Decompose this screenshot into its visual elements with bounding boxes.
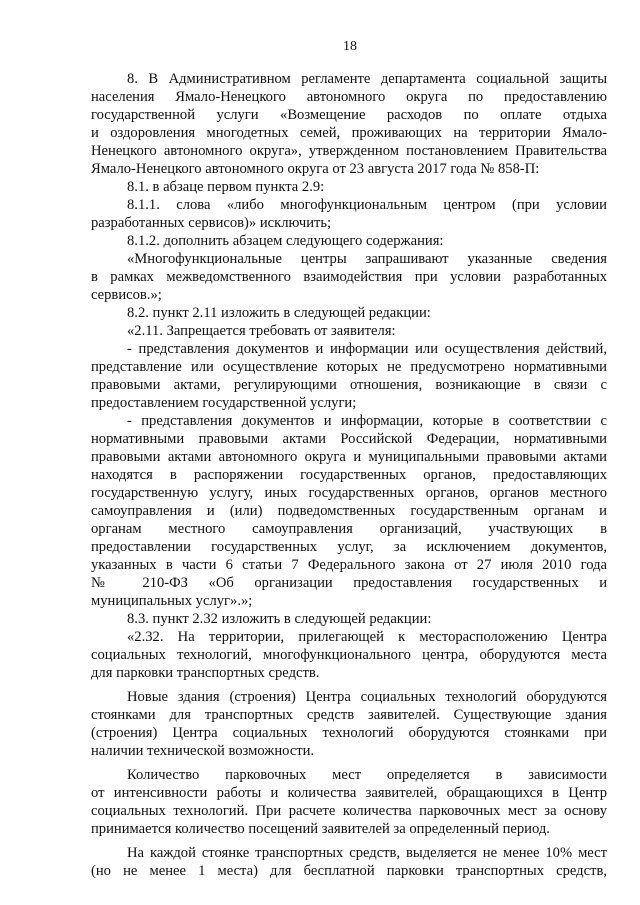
text-line: 8.2. пункт 2.11 изложить в следующей редакции: [127, 305, 431, 321]
page-number: 18 [343, 39, 357, 54]
text-line: правовыми актами, регулирующими отношения, возникающие в связи с [91, 377, 607, 393]
text-line: «Многофункциональные центры запрашивают указанные сведения [127, 251, 607, 267]
text-line: населения Ямало-Ненецкого автономного округа по предоставлению [91, 89, 607, 105]
text-line: Количество парковочных мест определяется в зависимости [127, 767, 607, 783]
text-line: Новые здания (строения) Центра социальных технологий оборудуются [127, 689, 607, 705]
text-line: (но не менее 1 места) для бесплатной парковки транспортных средств, [91, 863, 607, 879]
text-line: Ямало-Ненецкого автономного округа от 23 августа 2017 года № 858-П: [91, 161, 540, 177]
text-line: На каждой стоянке транспортных средств, выделяется не менее 10% мест [127, 845, 607, 861]
text-line: социальных технологий. При расчете количества парковочных мест за основу [91, 803, 607, 819]
text-line: 8.1.1. слова «либо многофункциональным центром (при условии [127, 197, 607, 213]
text-line: № 210-ФЗ «Об организации предоставления государственных и [91, 575, 607, 591]
text-line: 8.1.2. дополнить абзацем следующего содержания: [127, 233, 444, 249]
text-line: от интенсивности работы и количества заявителей, обращающихся в Центр [91, 785, 607, 801]
text-line: наличии технической возможности. [91, 743, 315, 759]
text-line: органам местного самоуправления организаций, участвующих в [91, 521, 607, 537]
text-line: принимается количество посещений заявителей за определенный период. [91, 821, 550, 837]
text-line: и оздоровления многодетных семей, проживающих на территории Ямало- [91, 125, 607, 141]
text-line: разработанных сервисов)» исключить; [91, 215, 332, 231]
text-line: для парковки транспортных средств. [91, 665, 320, 681]
text-line: «2.11. Запрещается требовать от заявителя: [127, 323, 396, 339]
text-line: самоуправления и (или) подведомственных государственным органам и [91, 503, 607, 519]
text-line: нормативными правовыми актами Российской Федерации, нормативными [91, 431, 607, 447]
text-line: сервисов.»; [91, 287, 162, 303]
text-line: 8. В Административном регламенте департамента социальной защиты [127, 71, 607, 87]
text-line: «2.32. На территории, прилегающей к месторасположению Центра [127, 629, 607, 645]
text-line: находятся в распоряжении государственных органов, предоставляющих [91, 467, 607, 483]
text-line: муниципальных услуг».»; [91, 593, 253, 609]
text-line: предоставлении государственных услуг, за исключением документов, [91, 539, 607, 555]
text-line: в рамках межведомственного взаимодействия при условии разработанных [91, 269, 607, 285]
text-line: представление или осуществление которых не предусмотрено нормативными [91, 359, 607, 375]
text-line: - представления документов и информации, которые в соответствии с [127, 413, 607, 429]
text-line: 8.1. в абзаце первом пункта 2.9: [127, 179, 325, 195]
text-line: социальных технологий, многофункционального центра, оборудуются места [91, 647, 607, 663]
text-line: - представления документов и информации или осуществления действий, [127, 341, 607, 357]
text-line: государственную услугу, иных государственных органов, органов местного [91, 485, 607, 501]
text-line: (строения) Центра социальных технологий оборудуются стоянками при [91, 725, 607, 741]
text-line: 8.3. пункт 2.32 изложить в следующей редакции: [127, 611, 432, 627]
document-body [91, 70, 607, 880]
text-line: стоянками для транспортных средств заявителей. Существующие здания [91, 707, 607, 723]
text-line: государственной услуги «Возмещение расходов по оплате отдыха [91, 107, 607, 123]
text-line: Ненецкого автономного округа», утвержденном постановлением Правительства [91, 143, 607, 159]
text-line: предоставлением государственной услуги; [91, 395, 357, 411]
text-line: указанных в части 6 статьи 7 Федерального закона от 27 июля 2010 года [91, 557, 607, 573]
text-line: правовыми актами автономного округа и муниципальными правовыми актами [91, 449, 607, 465]
